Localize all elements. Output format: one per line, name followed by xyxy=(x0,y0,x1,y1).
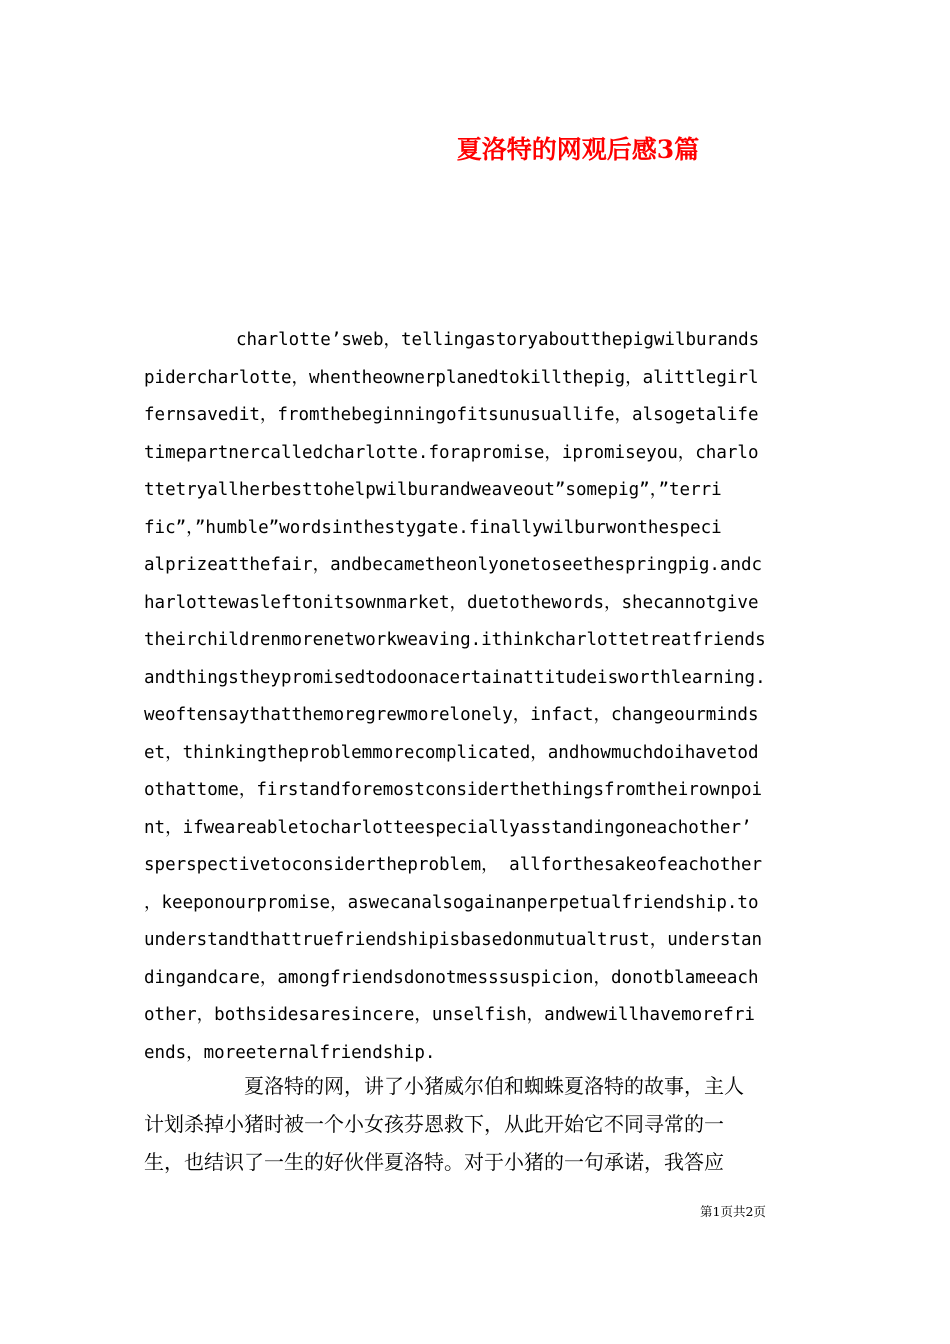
text-line: dingandcare，amongfriendsdonotmesssuspicion，donotblameeach xyxy=(144,967,759,988)
text-line: ，keeponourpromise，aswecanalsogainanperpetualfriendship.to xyxy=(144,892,759,913)
text-line: ttetryallherbesttohelpwilburandweaveout”somepig”，”terri xyxy=(144,480,722,500)
text-line: et，thinkingtheproblemmorecomplicated，andhowmuchdoihavetod xyxy=(144,742,759,763)
text-line: andthingstheypromisedtodoonacertainattitudeisworthlearning. xyxy=(144,667,766,688)
text-line: 生，也结识了一生的好伙伴夏洛特。对于小猪的一句承诺，我答应 xyxy=(144,1150,724,1174)
chinese-paragraph xyxy=(144,1067,808,1181)
text-line: ends，moreeternalfriendship. xyxy=(144,1042,436,1063)
text-line: sperspectivetoconsidertheproblem， allforthesakeofeachother xyxy=(144,855,763,875)
text-line: 夏洛特的网，讲了小猪威尔伯和蜘蛛夏洛特的故事，主人 xyxy=(244,1074,744,1098)
text-line: understandthattruefriendshipisbasedonmutualtrust，understan xyxy=(144,930,763,950)
english-paragraph xyxy=(144,322,808,1072)
text-line: fic”，”humble”wordsinthestygate.finallywilburwonthespeci xyxy=(144,517,722,538)
text-line: fernsavedit，fromthebeginningofitsunusuallife，alsogetalife xyxy=(144,405,759,425)
text-line: 计划杀掉小猪时被一个小女孩芬恩救下，从此开始它不同寻常的一 xyxy=(144,1112,724,1136)
text-line: charlotte’sweb，tellingastoryaboutthepigwilburands xyxy=(236,330,760,350)
text-line: pidercharlotte，whentheownerplanedtokillthepig，alittlegirl xyxy=(144,367,759,388)
text-line: nt，ifweareabletocharlotteespeciallyasstandingoneachother’ xyxy=(144,817,752,838)
text-line: harlottewasleftonitsownmarket，duetothewords，shecannotgive xyxy=(144,592,759,613)
text-line: theirchildrenmorenetworkweaving.ithinkcharlottetreatfriends xyxy=(144,630,766,650)
text-line: other，bothsidesaresincere，unselfish，andwewillhavemorefri xyxy=(144,1005,755,1025)
text-line: othattome，firstandforemostconsiderthethingsfromtheirownpoi xyxy=(144,780,763,800)
text-line: weoftensaythatthemoregrewmorelonely，infact，changeourminds xyxy=(144,705,759,725)
document-title: 夏洛特的网观后感3篇 xyxy=(456,135,700,164)
page-number-footer: 第1页共2页 xyxy=(700,1204,766,1219)
text-line: timepartnercalledcharlotte.forapromise，ipromiseyou，charlo xyxy=(144,442,759,463)
text-line: alprizeatthefair，andbecametheonlyonetoseethespringpig.andc xyxy=(144,555,763,575)
